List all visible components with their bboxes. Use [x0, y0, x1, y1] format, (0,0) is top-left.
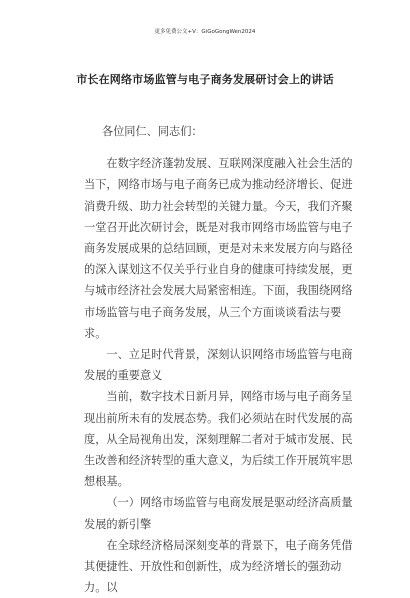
- document-title: 市长在网络市场监管与电子商务发展研讨会上的讲话: [76, 73, 334, 86]
- subsection-heading: （一）网络市场监管与电商发展是驱动经济高质量发展的新引擎: [84, 496, 353, 531]
- header-note: 更多免费公文+V：GiGoGongWen2024: [154, 29, 256, 35]
- body-paragraph: 在全球经济格局深刻变革的背景下，电子商务凭借其便捷性、开放性和创新性，成为经济增长的强劲动力。以: [84, 538, 353, 595]
- body-paragraph: 当前，数字技术日新月异，网络市场与电子商务呈现出前所未有的发展态势。我们必须站在时代发展的高度，从全局视角出发，深刻理解二者对于城市发展、民生改善和经济转型的重大意义，为后续工作开展筑牢思想根基。: [84, 390, 353, 489]
- section-heading: 一、立足时代背景，深刻认识网络市场监管与电商发展的重要意义: [84, 348, 353, 383]
- salutation: 各位同仁、同志们：: [101, 125, 203, 138]
- document-body: [84, 121, 356, 598]
- body-paragraph: 在数字经济蓬勃发展、互联网深度融入社会生活的当下，网络市场与电子商务已成为推动经济增长、促进消费升级、助力社会转型的关键力量。今天，我们齐聚一堂召开此次研讨会，既是对我市网络市场监管与电子商务发展成果的总结回顾，更是对未来发展方向与路径的深入谋划这不仅关乎行业自身的健康可持续发展，更与城市经济社会发展大局紧密相连。下面，我围绕网络市场监管与电子商务发展，从三个方面谈谈看法与要求。: [84, 157, 353, 340]
